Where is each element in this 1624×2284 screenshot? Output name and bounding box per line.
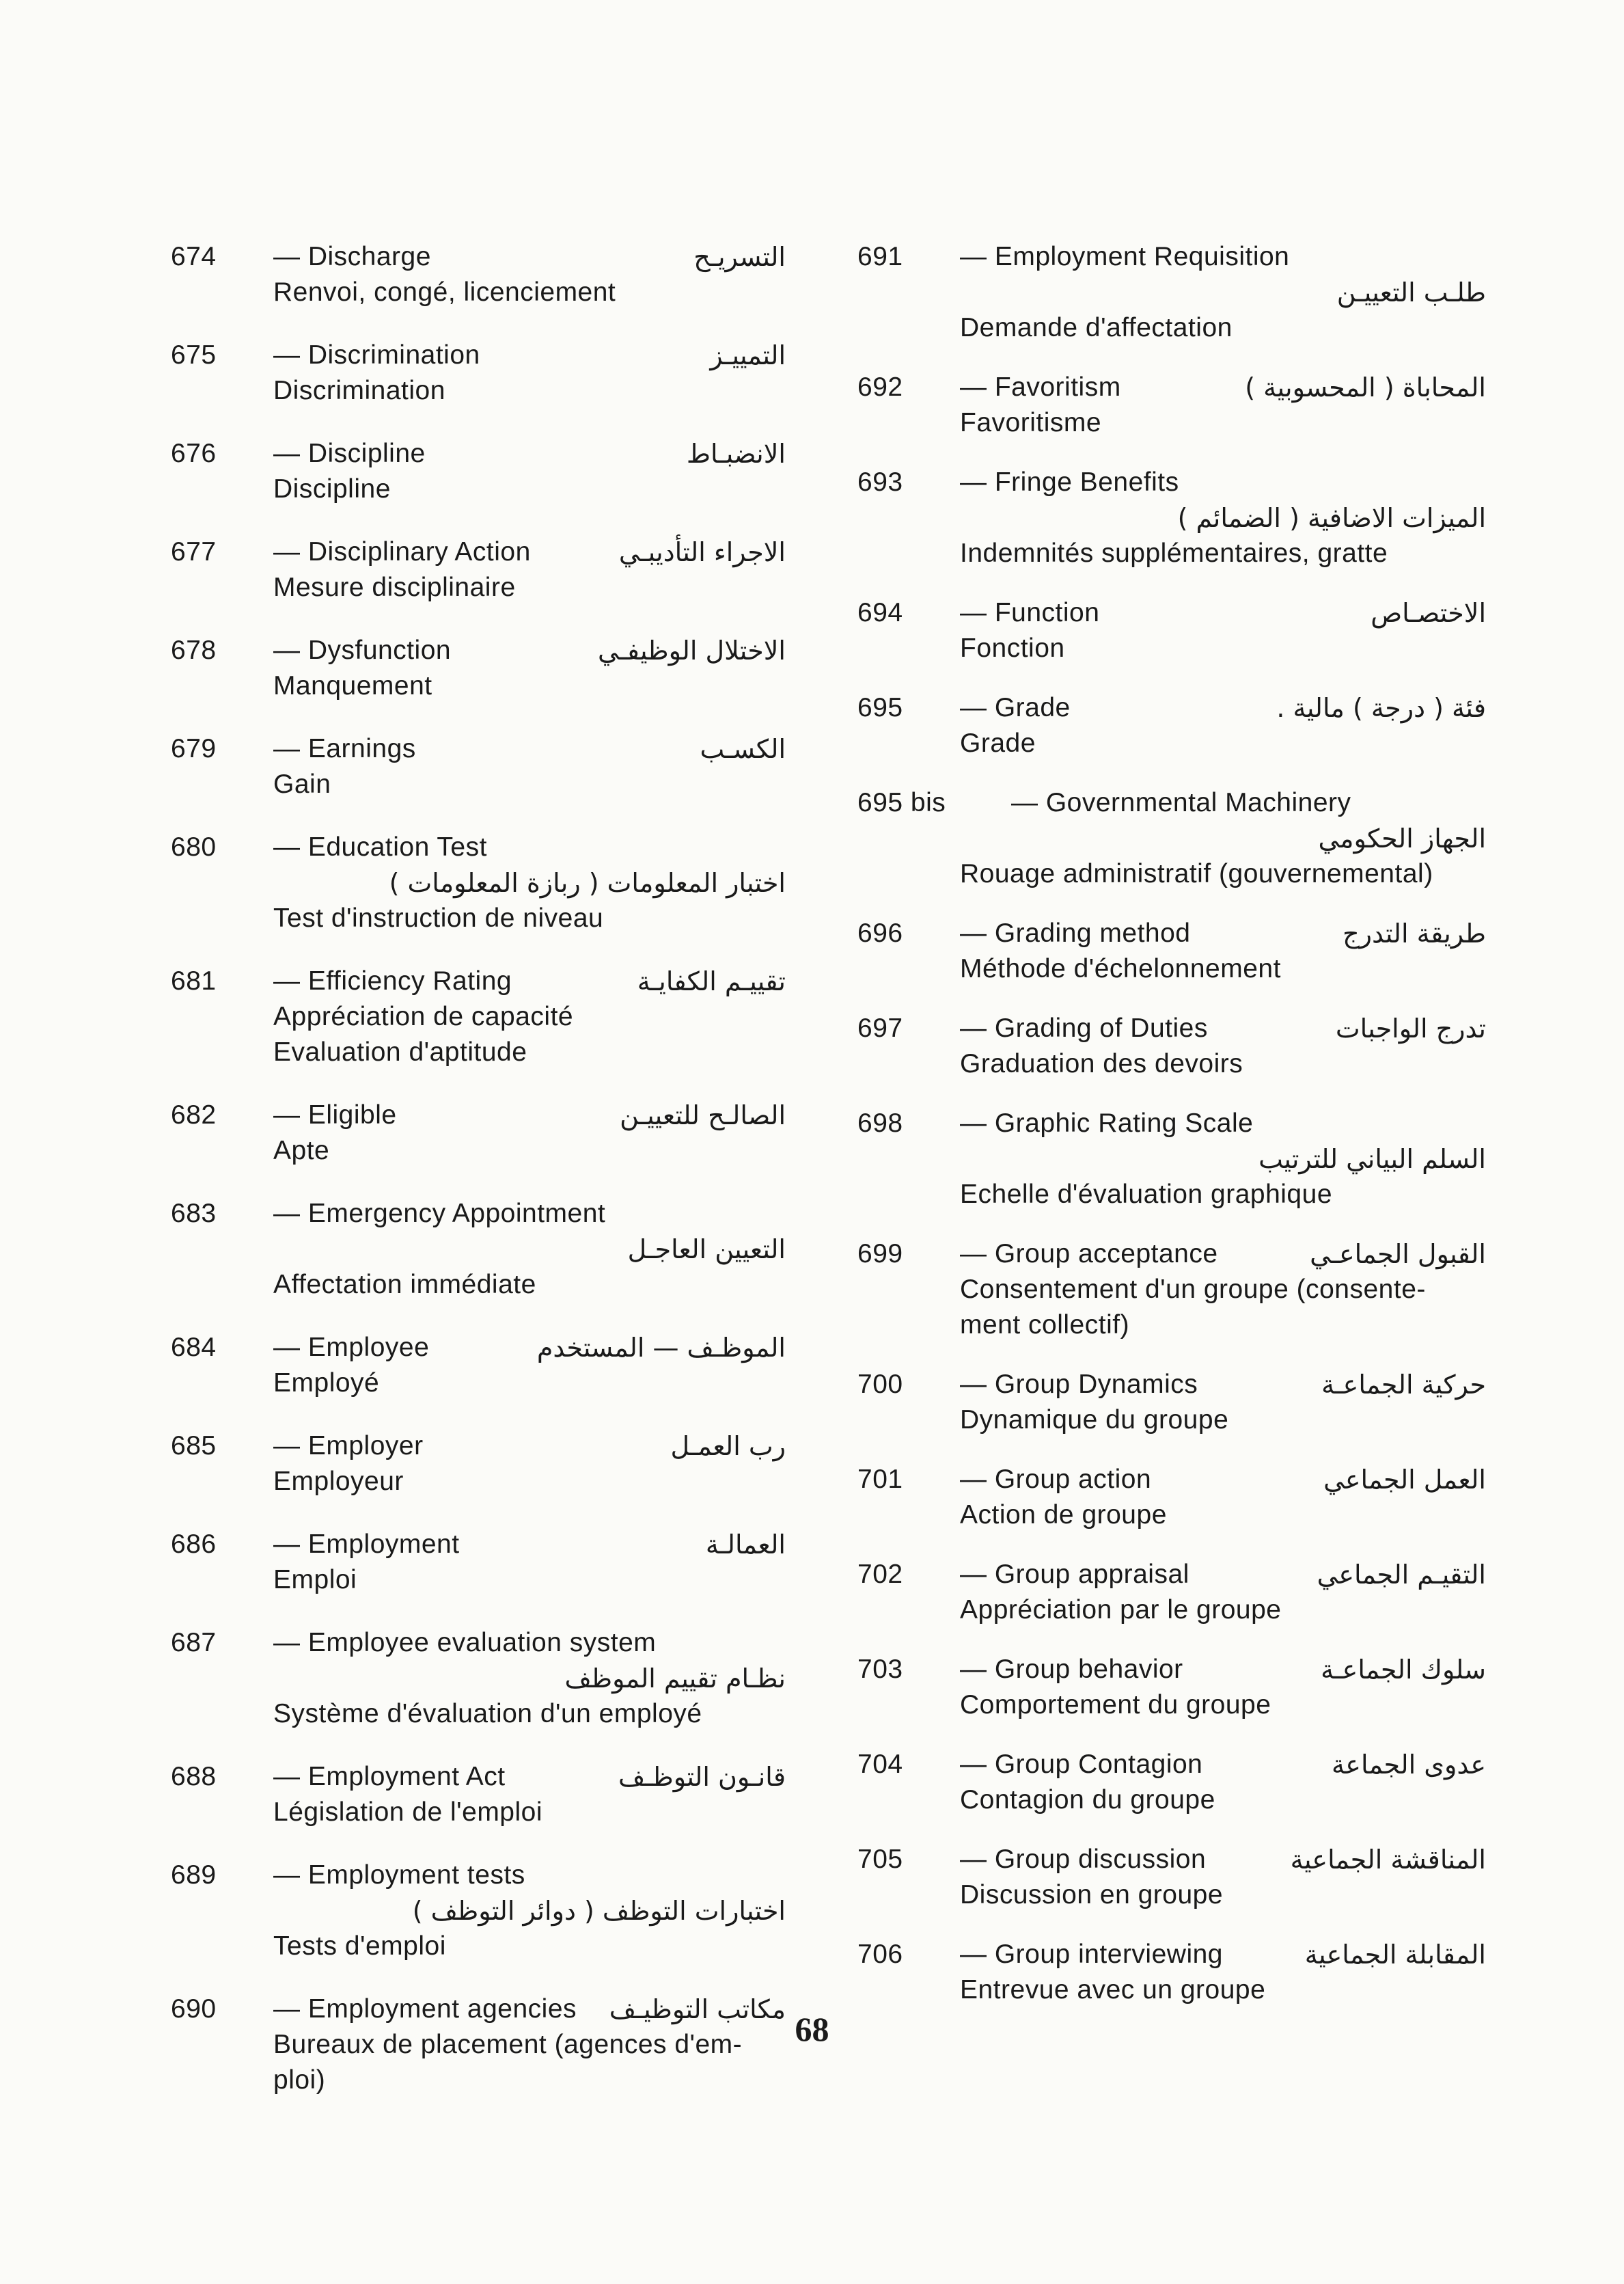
entry-number: 696: [857, 919, 903, 948]
entry-english-term: — Dysfunction: [273, 636, 452, 665]
entry-english-term: — Group action: [960, 1465, 1152, 1494]
entry-french-term: Législation de l'emploi: [273, 1797, 543, 1827]
entry-number: 706: [857, 1940, 903, 1969]
entry-english-term: — Employment Requisition: [960, 242, 1290, 271]
entry-arabic-term: عدوى الجماعة: [1331, 1750, 1486, 1780]
entry-arabic-term: اختبارات التوظف ( دوائر التوظف ): [412, 1896, 786, 1926]
entry-french-term: Indemnités supplémentaires, gratte: [960, 539, 1388, 568]
glossary-entry: [171, 239, 786, 310]
entry-arabic-term: الصالـح للتعييـن: [620, 1100, 786, 1130]
entry-arabic-term: اختبار المعلومات ( ربازة المعلومات ): [389, 868, 786, 898]
glossary-entry: [171, 1428, 786, 1499]
glossary-entry: [857, 1842, 1486, 1913]
entry-arabic-term: مكاتب التوظيـف: [609, 1994, 786, 2024]
entry-arabic-term: العمالـة: [705, 1530, 786, 1560]
entry-arabic-term: القبول الجماعـي: [1310, 1239, 1486, 1269]
entry-french-term: Comportement du groupe: [960, 1690, 1271, 1719]
page-number: 68: [795, 2010, 829, 2048]
entry-english-term: — Earnings: [273, 734, 416, 763]
entry-arabic-term: فئة ( درجة ) مالية .: [1276, 693, 1486, 723]
entry-french-term: Demande d'affectation: [960, 313, 1233, 342]
entry-english-term: — Emergency Appointment: [273, 1199, 606, 1228]
glossary-entry: [857, 1557, 1486, 1628]
entry-arabic-term: المحاباة ( المحسوبية ): [1245, 372, 1486, 403]
entry-arabic-term: الانضبـاط: [686, 439, 786, 469]
entry-french-term: Test d'instruction de niveau: [273, 903, 604, 933]
entry-french-term: Renvoi, congé, licenciement: [273, 277, 616, 307]
entry-english-term: — Employment Act: [273, 1762, 506, 1791]
entry-arabic-term: الميزات الاضافية ( الضمائم ): [1177, 503, 1486, 533]
glossary-entry: [171, 964, 786, 1070]
entry-french-term: Système d'évaluation d'un employé: [273, 1699, 702, 1728]
entry-french-term: Dynamique du groupe: [960, 1405, 1229, 1435]
entry-number: 692: [857, 372, 903, 402]
entry-french-term: Echelle d'évaluation graphique: [960, 1180, 1333, 1209]
glossary-entry: [171, 731, 786, 802]
entry-arabic-term: المناقشة الجماعية: [1290, 1845, 1486, 1875]
entry-french-term: ploi): [273, 2065, 326, 2095]
entry-number: 681: [171, 966, 217, 996]
entry-number: 685: [171, 1431, 217, 1460]
glossary-entry: [171, 1858, 786, 1964]
entry-number: 697: [857, 1014, 903, 1043]
entry-english-term: — Governmental Machinery: [1011, 788, 1351, 817]
entry-french-term: Discussion en groupe: [960, 1880, 1224, 1909]
glossary-entry: [857, 1236, 1486, 1343]
entry-number: 677: [171, 537, 217, 567]
glossary-entry: [171, 1330, 786, 1401]
entry-number: 675: [171, 340, 217, 370]
entry-english-term: — Efficiency Rating: [273, 966, 512, 996]
entry-arabic-term: المقابلة الجماعية: [1304, 1940, 1486, 1970]
glossary-entry: [171, 1625, 786, 1732]
entry-french-term: Entrevue avec un groupe: [960, 1975, 1266, 2004]
entry-french-term: ment collectif): [960, 1310, 1130, 1340]
glossary-entry: [857, 595, 1486, 666]
entry-number: 682: [171, 1100, 217, 1130]
left-column: [171, 239, 786, 2125]
entry-arabic-term: طريقة التدرج: [1343, 919, 1486, 949]
entry-french-term: Rouage administratif (gouvernemental): [960, 859, 1433, 888]
entry-french-term: Action de groupe: [960, 1500, 1167, 1530]
entry-arabic-term: الموظـف — المستخدم: [536, 1333, 786, 1363]
entry-arabic-term: تقييـم الكفايـة: [637, 966, 786, 996]
glossary-entry: [171, 830, 786, 936]
entry-number: 694: [857, 598, 903, 627]
glossary-entry: [171, 338, 786, 409]
entry-french-term: Méthode d'échelonnement: [960, 954, 1281, 983]
entry-french-term: Mesure disciplinaire: [273, 573, 516, 602]
entry-head: [857, 1106, 1486, 1141]
entry-french-term: Bureaux de placement (agences d'em-: [273, 2030, 743, 2059]
entry-english-term: — Employee evaluation system: [273, 1628, 657, 1657]
entry-french-term: Discrimination: [273, 376, 445, 405]
entry-french-term: Consentement d'un groupe (consente-: [960, 1275, 1426, 1304]
entry-english-term: — Group appraisal: [960, 1560, 1189, 1589]
entry-french-term: Manquement: [273, 671, 432, 701]
glossary-entry: [171, 1527, 786, 1598]
entry-english-term: — Employment tests: [273, 1860, 525, 1890]
entry-arabic-term: الاجراء التأديبـي: [618, 537, 786, 567]
entry-english-term: — Disciplinary Action: [273, 537, 531, 567]
entry-number: 690: [171, 1994, 217, 2024]
glossary-entry: [171, 534, 786, 606]
glossary-entry: [857, 1652, 1486, 1723]
entry-english-term: — Group discussion: [960, 1845, 1207, 1874]
glossary-entry: [857, 690, 1486, 761]
glossary-entry: [171, 633, 786, 704]
right-column: [857, 239, 1486, 2032]
entry-english-term: — Group Dynamics: [960, 1370, 1198, 1399]
entry-english-term: — Group Contagion: [960, 1750, 1203, 1779]
entry-number: 703: [857, 1655, 903, 1684]
entry-number: 705: [857, 1845, 903, 1874]
glossary-entry: [857, 785, 1486, 892]
entry-number: 695 bis: [857, 788, 946, 817]
entry-head: [857, 785, 1486, 821]
entry-head: [857, 465, 1486, 500]
entry-number: 693: [857, 467, 903, 497]
entry-head: [171, 1625, 786, 1661]
entry-number: 687: [171, 1628, 217, 1657]
entry-french-term: Affectation immédiate: [273, 1270, 536, 1299]
entry-head: [171, 1858, 786, 1893]
glossary-entry: [171, 1196, 786, 1303]
entry-english-term: — Employer: [273, 1431, 424, 1460]
entry-number: 702: [857, 1560, 903, 1589]
entry-number: 695: [857, 693, 903, 722]
entry-english-term: — Employee: [273, 1333, 430, 1362]
glossary-entry: [171, 436, 786, 507]
entry-french-term: Grade: [960, 729, 1036, 758]
entry-english-term: — Fringe Benefits: [960, 467, 1179, 497]
entry-number: 689: [171, 1860, 217, 1890]
entry-arabic-term: التمييـز: [710, 340, 786, 370]
entry-french-term: Evaluation d'aptitude: [273, 1037, 527, 1067]
entry-number: 684: [171, 1333, 217, 1362]
entry-head: [171, 830, 786, 865]
entry-arabic-term: رب العمـل: [670, 1431, 786, 1461]
entry-head: [171, 1196, 786, 1232]
entry-number: 691: [857, 242, 903, 271]
entry-french-term: Fonction: [960, 634, 1065, 663]
entry-arabic-term: التقيـم الجماعي: [1317, 1560, 1486, 1590]
glossary-entry: [857, 1747, 1486, 1818]
entry-number: 674: [171, 242, 217, 271]
glossary-entry: [171, 1759, 786, 1830]
entry-french-term: Appréciation de capacité: [273, 1002, 574, 1031]
entry-english-term: — Discipline: [273, 439, 426, 468]
entry-english-term: — Function: [960, 598, 1100, 627]
entry-french-term: Apte: [273, 1136, 330, 1165]
entry-english-term: — Employment: [273, 1530, 460, 1559]
entry-number: 680: [171, 832, 217, 862]
entry-french-term: Discipline: [273, 474, 391, 504]
entry-french-term: Graduation des devoirs: [960, 1049, 1243, 1078]
glossary-entry: [857, 1011, 1486, 1082]
entry-arabic-term: الاختصـاص: [1371, 598, 1486, 628]
glossary-entry: [857, 1106, 1486, 1212]
glossary-entry: [857, 465, 1486, 571]
entry-arabic-term: الاختلال الوظيفـي: [597, 636, 786, 666]
glossary-entry: [857, 370, 1486, 441]
glossary-entry: [857, 916, 1486, 987]
entry-number: 699: [857, 1239, 903, 1268]
entry-english-term: — Grading of Duties: [960, 1014, 1208, 1043]
entry-arabic-term: حركية الجماعـة: [1321, 1370, 1486, 1400]
entry-french-term: Employeur: [273, 1467, 404, 1496]
glossary-entry: [857, 1462, 1486, 1533]
entry-english-term: — Grade: [960, 693, 1071, 722]
entry-head: [857, 239, 1486, 275]
entry-french-term: Emploi: [273, 1565, 357, 1594]
entry-number: 686: [171, 1530, 217, 1559]
entry-english-term: — Grading method: [960, 919, 1191, 948]
entry-english-term: — Education Test: [273, 832, 487, 862]
entry-arabic-term: العمل الجماعي: [1323, 1465, 1486, 1495]
glossary-entry: [857, 1937, 1486, 2008]
glossary-entry: [857, 1367, 1486, 1438]
entry-arabic-term: الجهاز الحكومي: [1318, 824, 1486, 854]
entry-arabic-term: التعيين العاجـل: [627, 1234, 786, 1264]
entry-english-term: — Eligible: [273, 1100, 397, 1130]
entry-english-term: — Graphic Rating Scale: [960, 1109, 1254, 1138]
entry-french-term: Tests d'emploi: [273, 1931, 446, 1961]
entry-arabic-term: السلم البياني للترتيب: [1258, 1144, 1486, 1174]
entry-head: [171, 338, 786, 373]
entry-arabic-term: الكسـب: [700, 734, 786, 764]
entry-arabic-term: قانـون التوظـف: [618, 1762, 786, 1792]
entry-arabic-term: التسريـح: [693, 242, 786, 272]
entry-english-term: — Favoritism: [960, 372, 1121, 402]
entry-french-term: Gain: [273, 770, 331, 799]
entry-number: 698: [857, 1109, 903, 1138]
entry-french-term: Appréciation par le groupe: [960, 1595, 1282, 1624]
entry-number: 704: [857, 1750, 903, 1779]
glossary-entry: [857, 239, 1486, 346]
entry-english-term: — Discharge: [273, 242, 431, 271]
entry-french-term: Employé: [273, 1368, 380, 1398]
entry-arabic-term: طلـب التعييـن: [1336, 277, 1486, 308]
entry-head: [171, 731, 786, 767]
entry-number: 700: [857, 1370, 903, 1399]
entry-number: 679: [171, 734, 217, 763]
entry-french-term: Contagion du groupe: [960, 1785, 1215, 1814]
glossary-entry: [171, 1098, 786, 1169]
entry-number: 688: [171, 1762, 217, 1791]
entry-english-term: — Group acceptance: [960, 1239, 1218, 1268]
entry-english-term: — Discrimination: [273, 340, 480, 370]
entry-number: 701: [857, 1465, 903, 1494]
entry-head: [171, 1527, 786, 1562]
entry-arabic-term: نظـام تقييم الموظف: [564, 1663, 786, 1694]
entry-english-term: — Employment agencies: [273, 1994, 577, 2024]
entry-number: 676: [171, 439, 217, 468]
entry-arabic-term: تدرج الواجبات: [1335, 1014, 1486, 1044]
entry-french-term: Favoritisme: [960, 408, 1102, 437]
entry-english-term: — Group interviewing: [960, 1940, 1223, 1969]
entry-number: 678: [171, 636, 217, 665]
entry-arabic-term: سلوك الجماعـة: [1321, 1655, 1486, 1685]
entry-english-term: — Group behavior: [960, 1655, 1183, 1684]
entry-number: 683: [171, 1199, 217, 1228]
